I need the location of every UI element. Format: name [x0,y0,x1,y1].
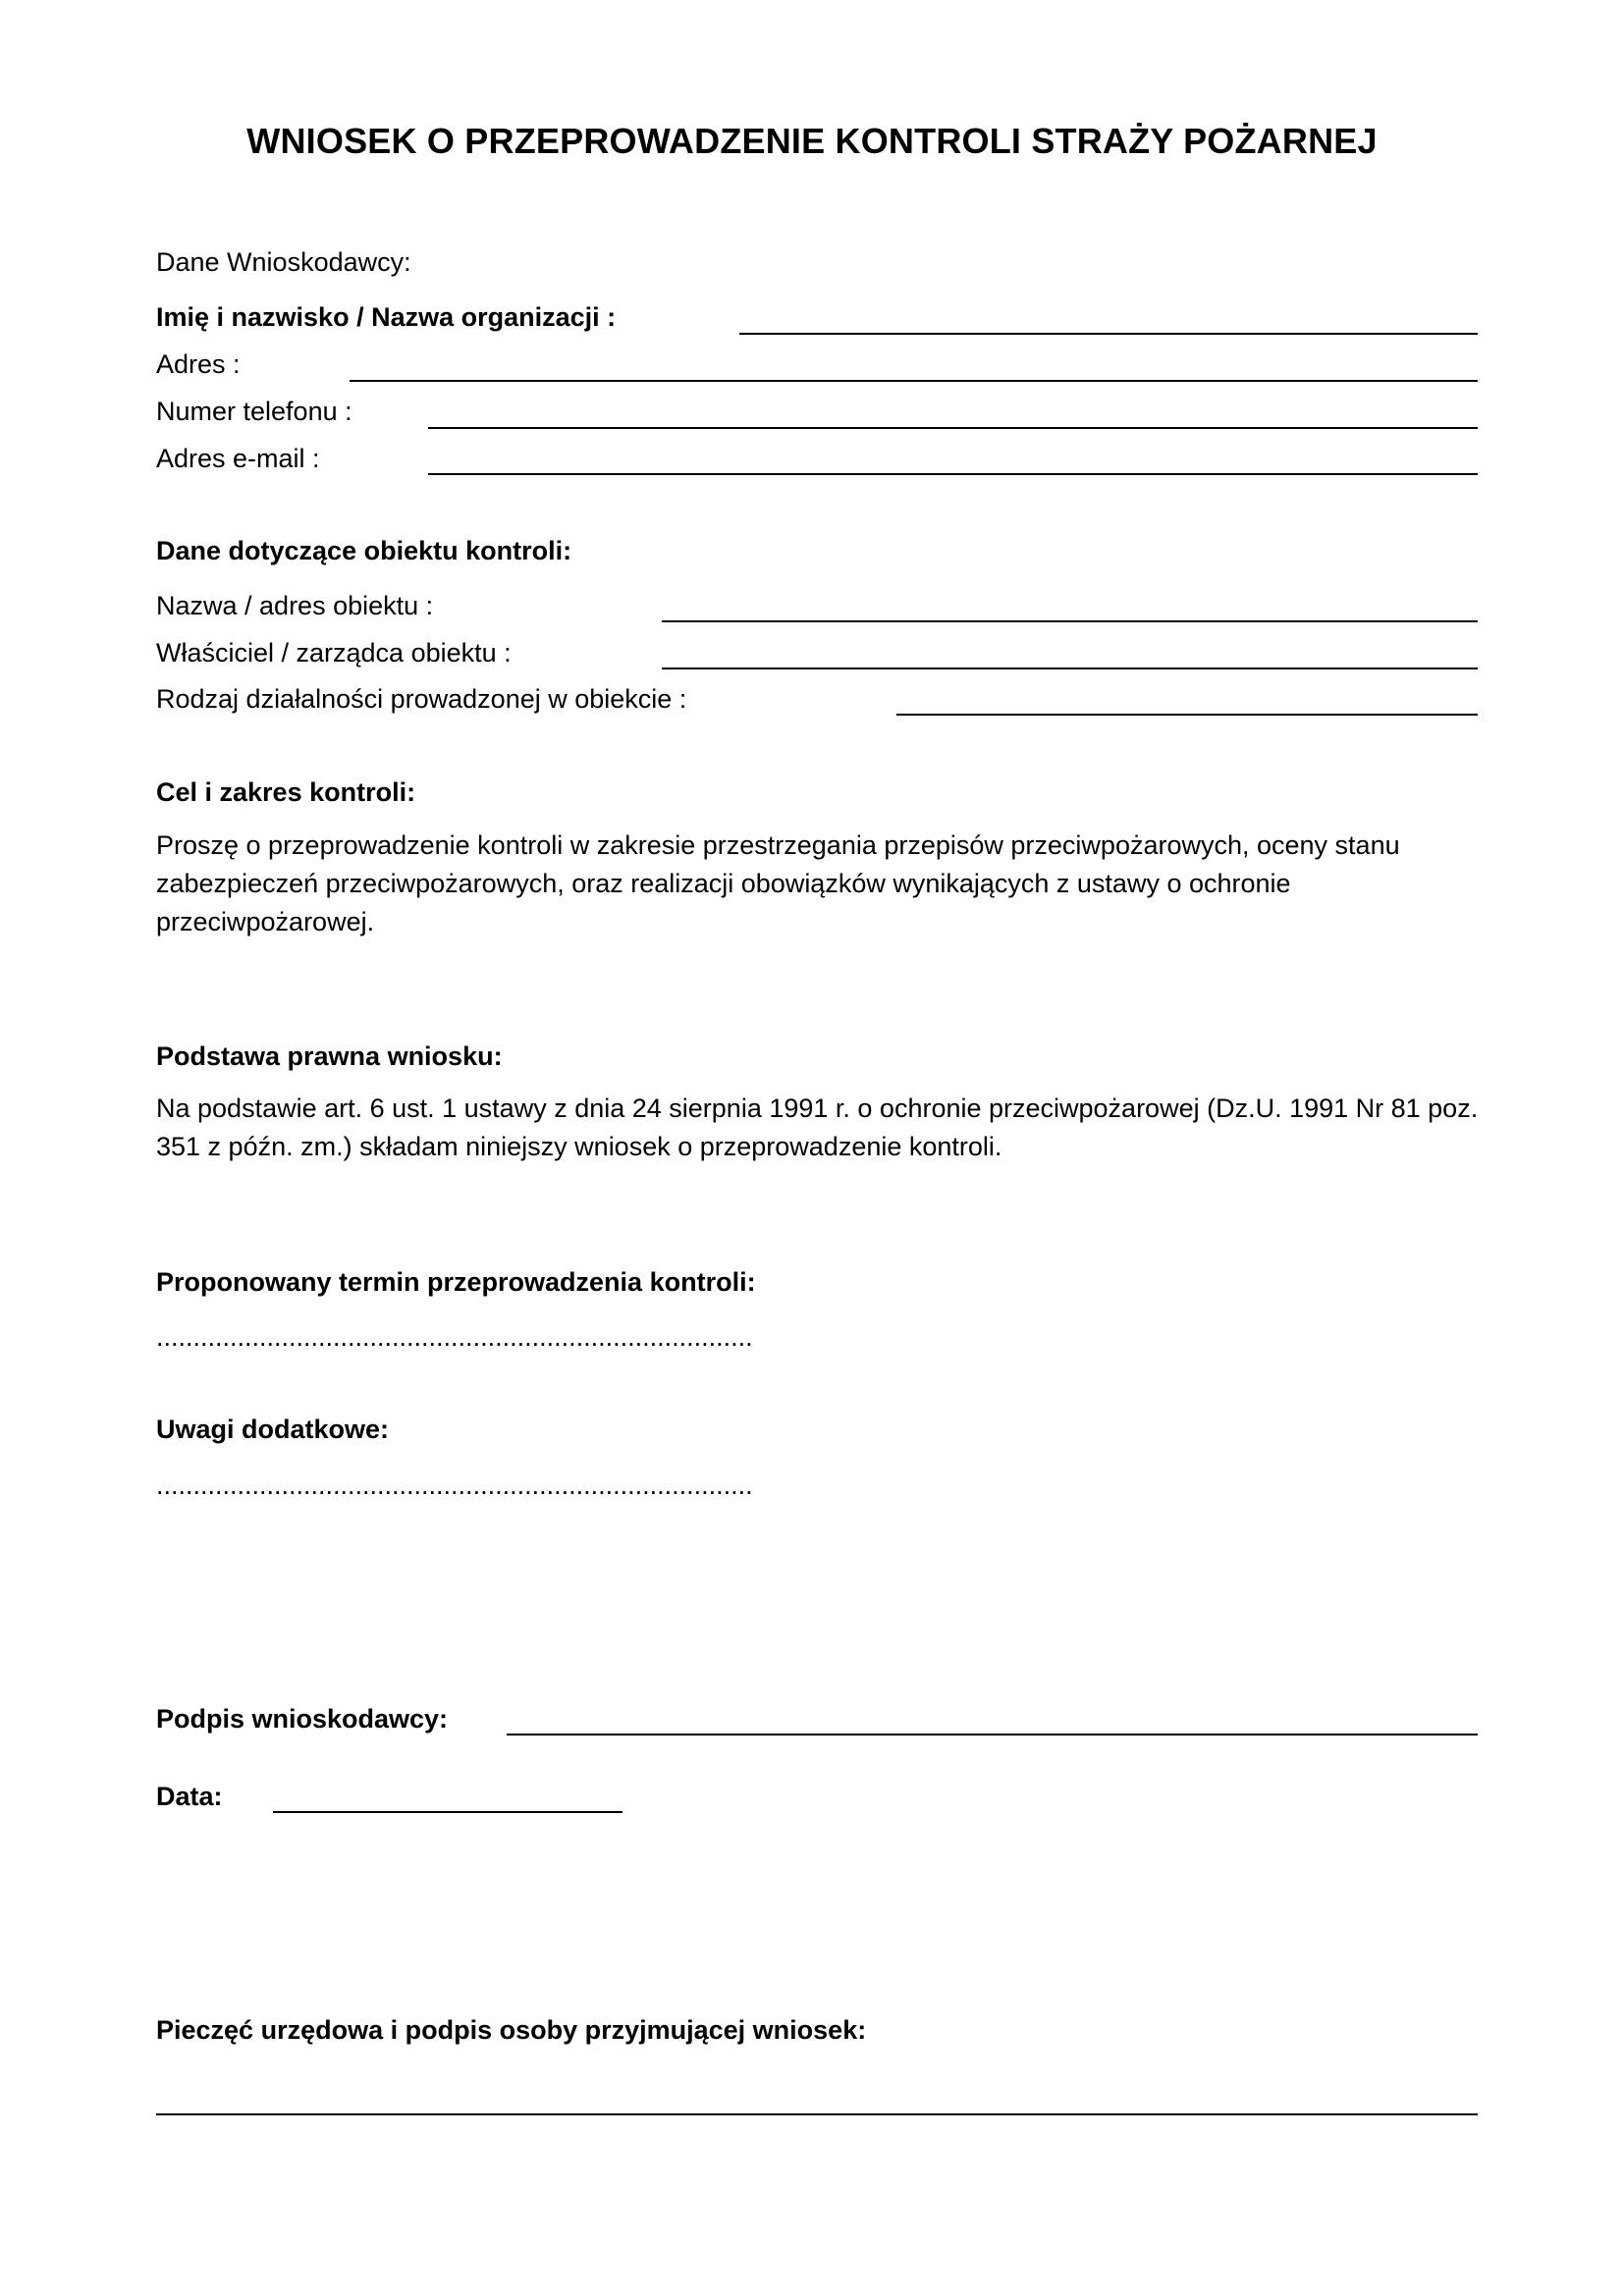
object-name-address-field[interactable] [662,620,1478,622]
applicant-name-field[interactable] [739,333,1478,335]
proposed-date-field[interactable]: ................................................................................. [156,1322,753,1352]
object-owner-label: Właściciel / zarządca obiektu : [156,638,512,667]
applicant-address-label: Adres : [156,349,241,379]
purpose-heading: Cel i zakres kontroli: [156,777,416,807]
remarks-field[interactable]: ................................................................................. [156,1470,753,1500]
applicant-email-label: Adres e-mail : [156,444,320,473]
applicant-address-field[interactable] [350,380,1478,382]
date-field[interactable] [273,1811,623,1813]
date-label: Data: [156,1782,223,1811]
official-stamp-signature-field[interactable] [156,2113,1478,2115]
legal-basis-heading: Podstawa prawna wniosku: [156,1041,503,1071]
applicant-email-field[interactable] [428,473,1478,475]
object-name-address-label: Nazwa / adres obiektu : [156,591,434,620]
legal-basis-text: Na podstawie art. 6 ust. 1 ustawy z dnia 24 sierpnia 1991 r. o ochronie przeciwpożarowej (Dz.U. 1991 Nr 81 poz. 351 z późn. zm.) składam niniejszy wniosek o przeprowadzenie kontroli. [156,1094,1479,1161]
document-title: WNIOSEK O PRZEPROWADZENIE KONTROLI STRAŻY POŻARNEJ [246,121,1378,161]
applicant-name-label: Imię i nazwisko / Nazwa organizacji : [156,302,617,332]
object-activity-label: Rodzaj działalności prowadzonej w obiekcie : [156,684,687,714]
applicant-phone-label: Numer telefonu : [156,397,352,426]
purpose-text: Proszę o przeprowadzenie kontroli w zakresie przestrzegania przepisów przeciwpożarowych, oceny stanu zabezpieczeń przeciwpożarowych, oraz realizacji obowiązków wynikających z ustawy o ochronie przeciwpożarowej. [156,830,1400,936]
applicant-signature-field[interactable] [507,1734,1478,1735]
object-heading: Dane dotyczące obiektu kontroli: [156,536,572,565]
applicant-heading: Dane Wnioskodawcy: [156,247,411,277]
applicant-phone-field[interactable] [428,427,1478,429]
proposed-date-heading: Proponowany termin przeprowadzenia kontroli: [156,1267,756,1297]
official-stamp-heading: Pieczęć urzędowa i podpis osoby przyjmującej wniosek: [156,2015,867,2045]
remarks-heading: Uwagi dodatkowe: [156,1415,390,1444]
object-activity-field[interactable] [896,714,1478,716]
applicant-signature-label: Podpis wnioskodawcy: [156,1704,449,1734]
object-owner-field[interactable] [662,667,1478,669]
